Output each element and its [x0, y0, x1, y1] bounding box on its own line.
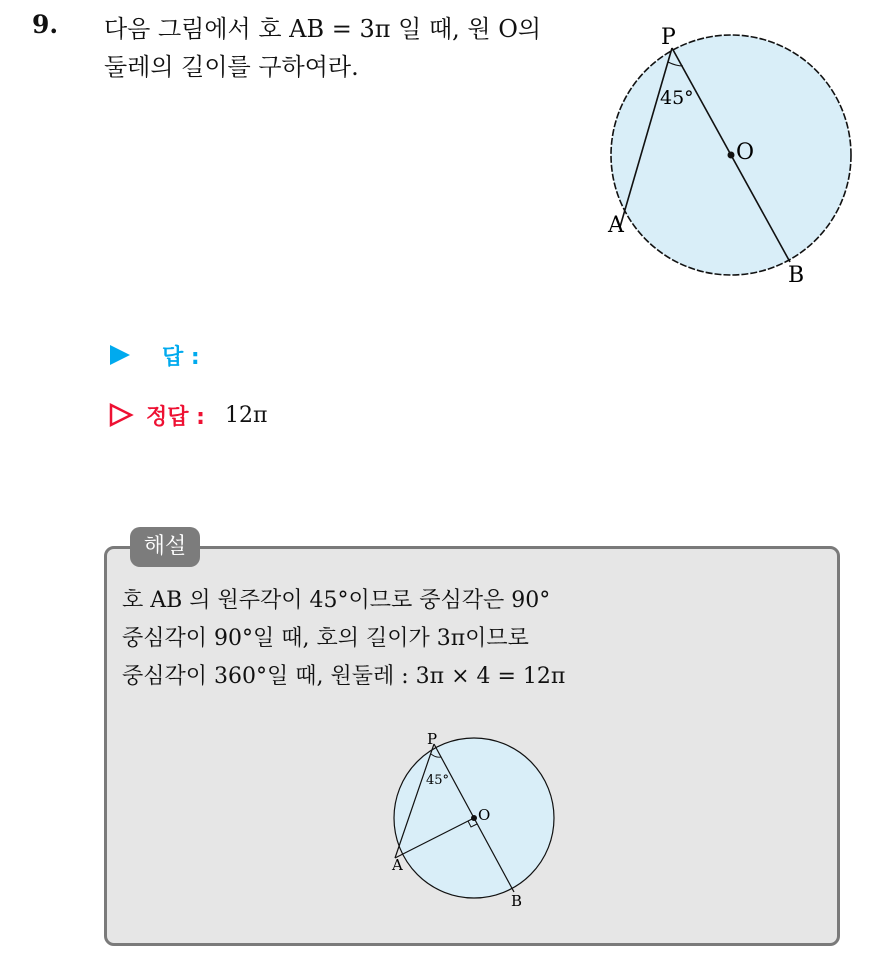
question-text: [104, 10, 594, 86]
solution-line-3: 중심각이 360°일 때, 원둘레 : 3π × 4 = 12π: [122, 664, 566, 689]
circle-figure-main: [596, 22, 866, 292]
correct-answer-value: 12π: [224, 402, 268, 428]
filled-arrow-icon: [108, 343, 132, 367]
solution-label-a: A: [392, 856, 403, 874]
label-p: P: [661, 25, 676, 50]
solution-text: [122, 582, 565, 696]
label-a: A: [608, 213, 624, 238]
question-number: 9.: [32, 10, 59, 39]
outline-arrow-icon: [108, 402, 134, 428]
answer-label: 답 :: [162, 344, 200, 370]
answer-row: [108, 338, 200, 372]
angle-label: 45°: [660, 87, 694, 109]
solution-label-b: B: [511, 892, 523, 910]
question-line-2: 둘레의 길이를 구하여라.: [104, 53, 359, 81]
solution-line-2: 중심각이 90°일 때, 호의 길이가 3π이므로: [122, 626, 529, 651]
label-b: B: [788, 263, 805, 288]
circle-figure-solution: [384, 728, 564, 913]
solution-label-p: P: [427, 730, 438, 748]
center-point: [728, 152, 735, 159]
label-o: O: [736, 140, 755, 165]
solution-tab: 해설: [130, 527, 200, 567]
solution-center-point: [471, 815, 477, 821]
solution-angle-label: 45°: [426, 773, 450, 788]
question-line-1: 다음 그림에서 호 AB = 3π 일 때, 원 O의: [104, 15, 542, 43]
correct-answer-label: 정답 :: [146, 404, 205, 430]
solution-label-o: O: [478, 806, 491, 824]
solution-line-1: 호 AB 의 원주각이 45°이므로 중심각은 90°: [122, 588, 551, 613]
correct-answer-row: [108, 398, 267, 432]
